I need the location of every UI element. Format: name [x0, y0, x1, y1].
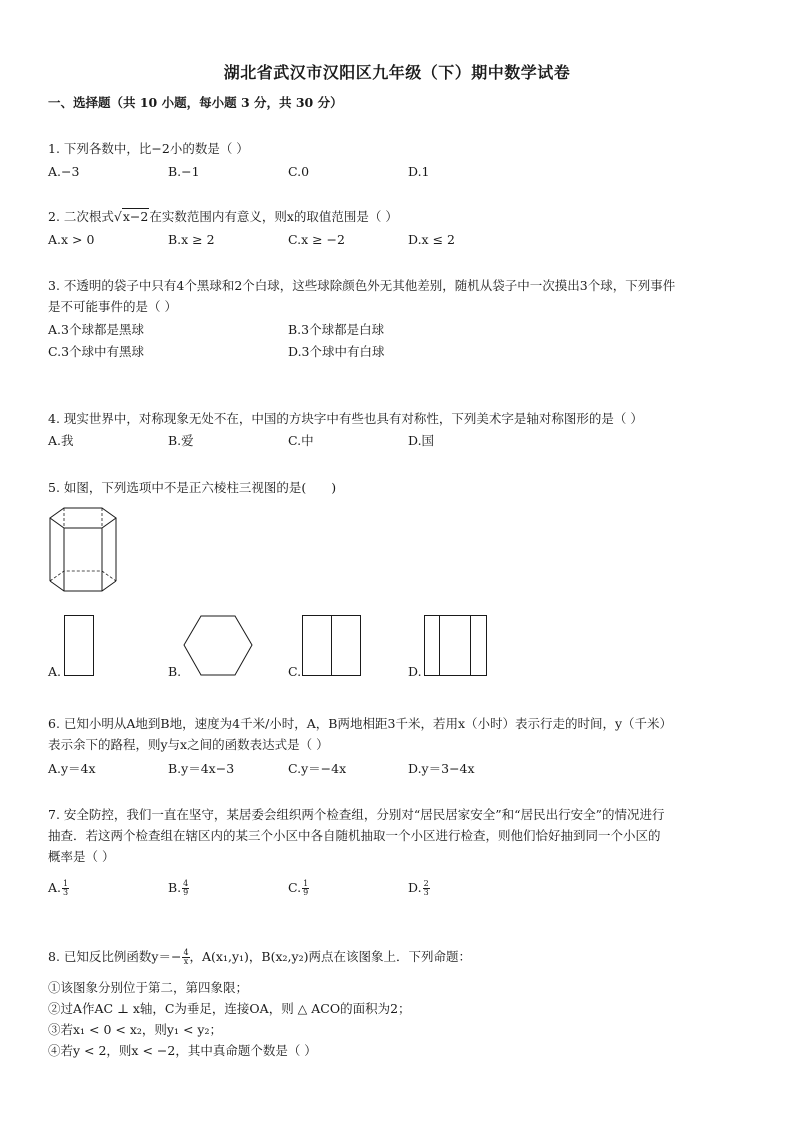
q4-option-c: C.中 — [288, 433, 314, 448]
question-6-stem-line1: 6. 已知小明从A地到B地，速度为4千米/小时，A，B两地相距3千米，若用x（小时）表示行走的时间，y（千米） — [48, 716, 673, 731]
q6-option-a: A.y＝4x — [48, 761, 96, 776]
q2-option-b: B.x ≥ 2 — [168, 232, 215, 247]
q6-option-c: C.y＝−4x — [288, 761, 347, 776]
q5-option-a-label: A. — [48, 664, 62, 679]
question-5-stem: 5. 如图，下列选项中不是正六棱柱三视图的是( ) — [48, 480, 337, 495]
q5-figure-b-hexagon — [183, 615, 255, 677]
question-8-stem — [48, 946, 748, 967]
q1-option-d: D.1 — [408, 164, 430, 179]
q8-stem-pre: 8. 已知反比例函数y＝− — [48, 949, 182, 964]
sqrt-sign: √ — [113, 209, 122, 224]
q1-option-b: B.−1 — [168, 164, 200, 179]
q5-option-d-label: D. — [408, 664, 422, 679]
question-2-stem — [48, 206, 748, 227]
q8-stem-post: ，A(x₁,y₁)，B(x₂,y₂)两点在该图象上．下列命题： — [189, 949, 471, 964]
question-1-stem: 1. 下列各数中，比−2小的数是（ ） — [48, 141, 249, 156]
q5-figure-c-two-rectangles — [302, 615, 364, 677]
q4-option-a: A.我 — [48, 433, 74, 448]
question-3-stem-line2: 是不可能事件的是（ ） — [48, 299, 177, 314]
q2-stem-pre: 2. 二次根式 — [48, 209, 114, 224]
q2-option-c: C.x ≥ −2 — [288, 232, 345, 247]
q7-option-b — [168, 880, 189, 897]
q8-statement-3: ③若x₁ < 0 < x₂，则y₁ < y₂； — [48, 1022, 222, 1037]
q8-statement-1: ①该图象分别位于第二，第四象限； — [48, 980, 249, 995]
q7-option-b-label: B. — [168, 880, 182, 895]
q8-statement-2: ②过A作AC ⊥ x轴，C为垂足，连接OA，则 △ ACO的面积为2； — [48, 1001, 411, 1016]
q5-option-b-label: B. — [168, 664, 182, 679]
q2-stem-post: 在实数范围内有意义，则x的取值范围是（ ） — [149, 209, 398, 224]
q7-option-a-label: A. — [48, 880, 62, 895]
q2-option-d: D.x ≤ 2 — [408, 232, 455, 247]
q7-option-d-fraction: $\frac{2}{3}$ — [423, 879, 429, 897]
q7-option-c-label: C. — [288, 880, 302, 895]
q3-option-d: D.3个球中有白球 — [288, 344, 385, 359]
question-6-stem-line2: 表示余下的路程，则y与x之间的函数表达式是（ ） — [48, 737, 329, 752]
question-4-stem: 4. 现实世界中，对称现象无处不在，中国的方块字中有些也具有对称性，下列美术字是轴对称图形的是（ ） — [48, 411, 643, 426]
q3-option-c: C.3个球中有黑球 — [48, 344, 145, 359]
q1-option-c: C.0 — [288, 164, 310, 179]
q3-option-a: A.3个球都是黑球 — [48, 322, 144, 337]
q8-function-fraction: $\frac{4}{x}$ — [183, 948, 189, 966]
q7-option-d-label: D. — [408, 880, 422, 895]
q7-option-d — [408, 880, 430, 897]
q7-option-b-fraction: $\frac{4}{9}$ — [183, 879, 189, 897]
question-7-stem-line1: 7. 安全防控，我们一直在坚守，某居委会组织两个检查组，分别对“居民居家安全”和“居民出行安全”的情况进行 — [48, 807, 665, 822]
page-title: 湖北省武汉市汉阳区九年级（下）期中数学试卷 — [223, 63, 571, 82]
q7-option-a-fraction: $\frac{1}{3}$ — [63, 879, 69, 897]
q7-option-c — [288, 880, 309, 897]
q5-option-c-label: C. — [288, 664, 302, 679]
section-heading: 一、选择题（共 10 小题，每小题 3 分，共 30 分） — [48, 95, 343, 110]
q5-figure-d-three-rectangles — [424, 615, 490, 677]
q6-option-b: B.y＝4x−3 — [168, 761, 235, 776]
q6-option-d: D.y＝3−4x — [408, 761, 475, 776]
q7-option-c-fraction: $\frac{1}{9}$ — [303, 879, 309, 897]
q3-option-b: B.3个球都是白球 — [288, 322, 385, 337]
q2-option-a: A.x > 0 — [48, 232, 95, 247]
question-7-stem-line2: 抽查．若这两个检查组在辖区内的某三个小区中各自随机抽取一个小区进行检查，则他们恰好抽到同一个小区的 — [48, 828, 661, 843]
q1-option-a: A.−3 — [48, 164, 80, 179]
q2-radicand: x−2 — [122, 209, 149, 224]
question-7-stem-line3: 概率是（ ） — [48, 849, 115, 864]
q5-figure-a-rectangle — [64, 615, 96, 677]
q4-option-d: D.国 — [408, 433, 435, 448]
question-3-stem-line1: 3. 不透明的袋子中只有4个黑球和2个白球，这些球除颜色外无其他差别，随机从袋子中一次摸出3个球，下列事件 — [48, 278, 676, 293]
hexagonal-prism-figure — [44, 503, 124, 598]
q7-option-a — [48, 880, 69, 897]
q8-statement-4: ④若y < 2，则x < −2，其中真命题个数是（ ） — [48, 1043, 317, 1058]
q4-option-b: B.爱 — [168, 433, 194, 448]
